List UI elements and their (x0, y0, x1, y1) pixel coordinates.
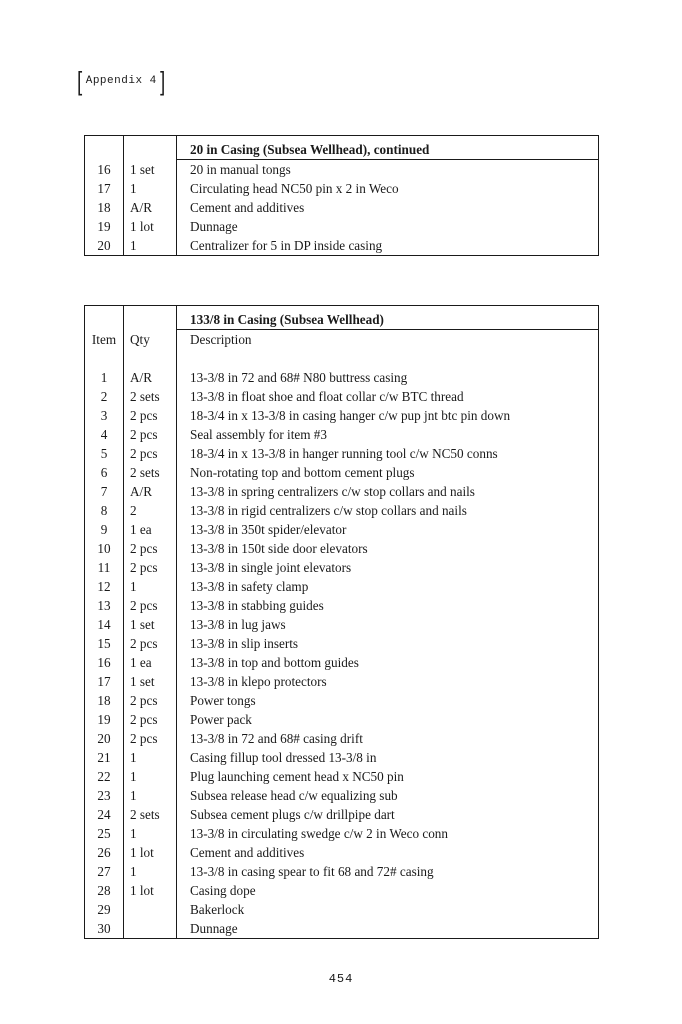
item-description: Casing fillup tool dressed 13-3/8 in (190, 750, 377, 765)
item-quantity: 1 ea (124, 653, 177, 672)
item-number: 9 (85, 520, 124, 539)
table-row (85, 425, 599, 444)
item-description: Dunnage (190, 219, 238, 234)
running-header (76, 68, 166, 94)
item-quantity: A/R (124, 368, 177, 387)
table-row (85, 672, 599, 691)
table-row (85, 653, 599, 672)
table-row (85, 919, 599, 939)
item-number: 7 (85, 482, 124, 501)
column-header-item: Item (85, 330, 124, 350)
table-row (85, 558, 599, 577)
item-description: 13-3/8 in top and bottom guides (190, 655, 359, 670)
table-row (85, 368, 599, 387)
table-title-row (85, 136, 599, 160)
page-number: 454 (328, 972, 354, 986)
table-row (85, 805, 599, 824)
table-row (85, 198, 599, 217)
table-row (85, 615, 599, 634)
item-quantity: 2 pcs (124, 729, 177, 748)
column-header-qty: Qty (124, 330, 177, 350)
item-quantity: 1 (124, 824, 177, 843)
item-quantity: 1 (124, 862, 177, 881)
item-number: 8 (85, 501, 124, 520)
item-description: Centralizer for 5 in DP inside casing (190, 238, 383, 253)
item-quantity: 2 sets (124, 387, 177, 406)
item-number: 30 (85, 919, 124, 939)
equipment-table-13-3-8in-casing (84, 305, 599, 939)
table-row (85, 767, 599, 786)
item-description: Non-rotating top and bottom cement plugs (190, 465, 415, 480)
item-number: 10 (85, 539, 124, 558)
table-row (85, 236, 599, 256)
item-description: Subsea release head c/w equalizing sub (190, 788, 398, 803)
table-row (85, 881, 599, 900)
item-description: Plug launching cement head x NC50 pin (190, 769, 404, 784)
table-row (85, 691, 599, 710)
item-quantity: 1 (124, 236, 177, 256)
table-row (85, 634, 599, 653)
item-quantity: 1 set (124, 160, 177, 180)
table-row (85, 786, 599, 805)
equipment-table-20in-casing (84, 135, 599, 256)
item-description: Power pack (190, 712, 252, 727)
item-description: 18-3/4 in x 13-3/8 in hanger running tool c/w NC50 conns (190, 446, 498, 461)
table-row (85, 729, 599, 748)
item-description: 13-3/8 in circulating swedge c/w 2 in Weco conn (190, 826, 448, 841)
item-description: 13-3/8 in stabbing guides (190, 598, 324, 613)
item-quantity: 1 (124, 748, 177, 767)
item-quantity: 1 lot (124, 843, 177, 862)
table-row (85, 596, 599, 615)
item-number: 24 (85, 805, 124, 824)
column-header-description: Description (190, 332, 252, 347)
item-number: 20 (85, 236, 124, 256)
item-quantity: 2 pcs (124, 406, 177, 425)
item-number: 12 (85, 577, 124, 596)
table-row (85, 900, 599, 919)
item-description: Casing dope (190, 883, 256, 898)
item-number: 5 (85, 444, 124, 463)
item-description: 13-3/8 in safety clamp (190, 579, 309, 594)
item-description: Power tongs (190, 693, 256, 708)
item-description: 13-3/8 in spring centralizers c/w stop collars and nails (190, 484, 475, 499)
table-row (85, 520, 599, 539)
table-row (85, 160, 599, 180)
item-description: Dunnage (190, 921, 238, 936)
item-description: Cement and additives (190, 845, 305, 860)
item-number: 15 (85, 634, 124, 653)
item-description: 20 in manual tongs (190, 162, 291, 177)
item-quantity: 2 pcs (124, 710, 177, 729)
item-number: 1 (85, 368, 124, 387)
item-number: 22 (85, 767, 124, 786)
item-number: 19 (85, 217, 124, 236)
item-number: 19 (85, 710, 124, 729)
item-number: 21 (85, 748, 124, 767)
item-quantity: 2 sets (124, 463, 177, 482)
spacer-row (85, 349, 599, 368)
item-number: 23 (85, 786, 124, 805)
item-number: 17 (85, 672, 124, 691)
item-number: 25 (85, 824, 124, 843)
item-description: 13-3/8 in 350t spider/elevator (190, 522, 347, 537)
item-number: 29 (85, 900, 124, 919)
item-number: 16 (85, 653, 124, 672)
table-row (85, 217, 599, 236)
header-title: Appendix 4 (85, 75, 157, 87)
item-quantity: 2 pcs (124, 558, 177, 577)
table-title-row (85, 306, 599, 330)
item-quantity: 1 lot (124, 217, 177, 236)
item-description: 13-3/8 in 72 and 68# N80 buttress casing (190, 370, 408, 385)
item-quantity: 2 (124, 501, 177, 520)
table-title: 20 in Casing (Subsea Wellhead), continued (177, 136, 599, 160)
header-close-bracket: ] (159, 66, 166, 96)
item-quantity: 2 pcs (124, 539, 177, 558)
table-row (85, 444, 599, 463)
table-row (85, 387, 599, 406)
item-quantity: 2 pcs (124, 444, 177, 463)
table-row (85, 710, 599, 729)
item-description: 13-3/8 in 150t side door elevators (190, 541, 368, 556)
table-row (85, 406, 599, 425)
item-number: 14 (85, 615, 124, 634)
item-quantity: 2 pcs (124, 691, 177, 710)
item-number: 18 (85, 691, 124, 710)
item-description: 13-3/8 in casing spear to fit 68 and 72# casing (190, 864, 434, 879)
item-description: Bakerlock (190, 902, 245, 917)
item-description: 13-3/8 in rigid centralizers c/w stop collars and nails (190, 503, 467, 518)
item-number: 27 (85, 862, 124, 881)
item-quantity: 1 lot (124, 881, 177, 900)
item-number: 28 (85, 881, 124, 900)
item-quantity: 2 pcs (124, 634, 177, 653)
item-quantity: 1 (124, 179, 177, 198)
table-row (85, 463, 599, 482)
item-quantity: 1 (124, 577, 177, 596)
item-number: 6 (85, 463, 124, 482)
item-quantity: 2 pcs (124, 596, 177, 615)
item-description: Seal assembly for item #3 (190, 427, 327, 442)
item-description: 18-3/4 in x 13-3/8 in casing hanger c/w pup jnt btc pin down (190, 408, 511, 423)
table-row (85, 501, 599, 520)
item-number: 16 (85, 160, 124, 180)
table-title: 133/8 in Casing (Subsea Wellhead) (177, 306, 599, 330)
item-quantity (124, 900, 177, 919)
item-quantity: 2 pcs (124, 425, 177, 444)
item-description: Circulating head NC50 pin x 2 in Weco (190, 181, 399, 196)
table-row (85, 482, 599, 501)
item-description: 13-3/8 in 72 and 68# casing drift (190, 731, 363, 746)
table-row (85, 748, 599, 767)
item-quantity: 1 ea (124, 520, 177, 539)
item-number: 13 (85, 596, 124, 615)
item-number: 20 (85, 729, 124, 748)
item-description: 13-3/8 in slip inserts (190, 636, 299, 651)
item-number: 3 (85, 406, 124, 425)
item-number: 26 (85, 843, 124, 862)
table-row (85, 843, 599, 862)
table-row (85, 539, 599, 558)
table-row (85, 577, 599, 596)
item-number: 2 (85, 387, 124, 406)
item-description: Cement and additives (190, 200, 305, 215)
item-quantity: 1 (124, 767, 177, 786)
item-quantity (124, 919, 177, 939)
item-quantity: A/R (124, 482, 177, 501)
item-quantity: A/R (124, 198, 177, 217)
item-quantity: 1 set (124, 672, 177, 691)
item-number: 11 (85, 558, 124, 577)
item-description: 13-3/8 in klepo protectors (190, 674, 327, 689)
table-row (85, 179, 599, 198)
item-quantity: 1 (124, 786, 177, 805)
item-number: 17 (85, 179, 124, 198)
table-row (85, 824, 599, 843)
item-description: 13-3/8 in lug jaws (190, 617, 286, 632)
item-description: Subsea cement plugs c/w drillpipe dart (190, 807, 395, 822)
table-header-row (85, 330, 599, 350)
item-number: 4 (85, 425, 124, 444)
item-quantity: 2 sets (124, 805, 177, 824)
item-description: 13-3/8 in single joint elevators (190, 560, 352, 575)
item-description: 13-3/8 in float shoe and float collar c/w BTC thread (190, 389, 464, 404)
header-open-bracket: [ (77, 66, 83, 96)
item-quantity: 1 set (124, 615, 177, 634)
item-number: 18 (85, 198, 124, 217)
table-row (85, 862, 599, 881)
